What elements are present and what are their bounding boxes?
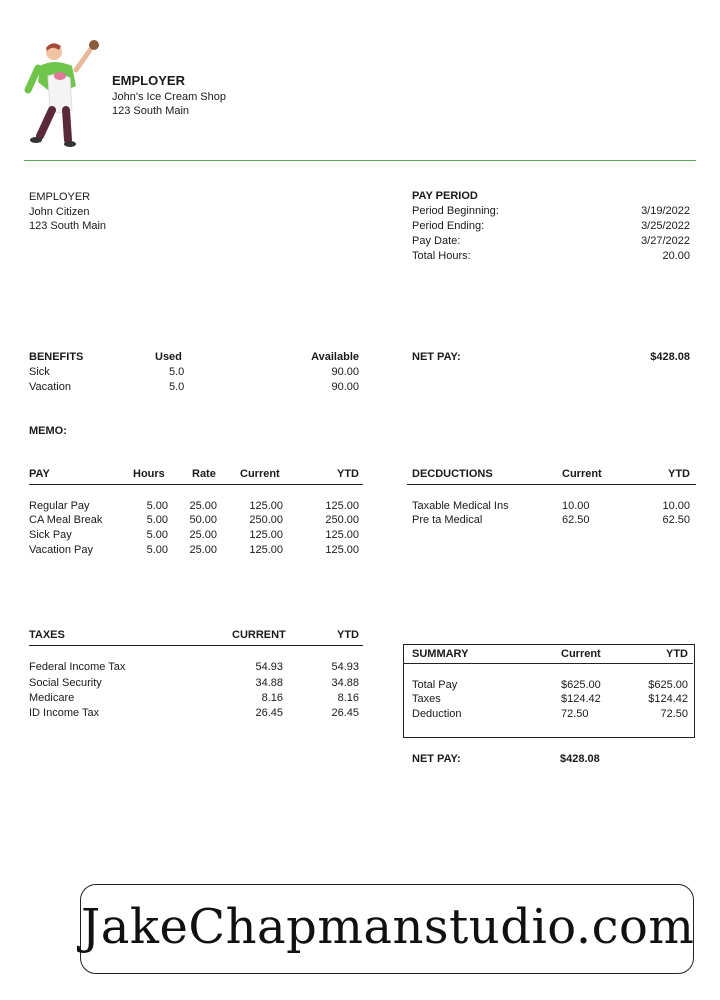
tax-current: 54.93 (255, 661, 283, 673)
tax-current: 34.88 (255, 677, 283, 689)
pay-row (29, 514, 363, 529)
deductions-col-ytd: YTD (668, 468, 690, 480)
tax-name: Federal Income Tax (29, 661, 126, 673)
deduction-name: Taxable Medical Ins (412, 500, 509, 512)
pay-item-hours: 5.00 (146, 529, 168, 541)
benefits-table (29, 351, 359, 399)
pay-item-hours: 5.00 (146, 514, 168, 526)
deduction-current: 62.50 (562, 514, 590, 526)
benefits-row (29, 366, 359, 381)
taxes-header (29, 629, 363, 644)
pay-item-hours: 5.00 (146, 500, 168, 512)
taxes-row (29, 661, 363, 676)
pay-period-value: 3/25/2022 (641, 220, 690, 232)
taxes-table (29, 629, 363, 723)
pay-item-ytd: 125.00 (325, 544, 359, 556)
pay-period-row (412, 205, 690, 220)
benefit-used: 5.0 (169, 366, 185, 378)
deduction-ytd: 62.50 (662, 514, 690, 526)
watermark-text: JakeChapmanstudio.com (81, 899, 695, 955)
pay-period-title: PAY PERIOD (412, 190, 478, 202)
summary-item-current: $124.42 (561, 693, 601, 705)
pay-period-value: 20.00 (662, 250, 690, 262)
pay-item-rate: 25.00 (189, 544, 217, 556)
summary-header (404, 648, 694, 663)
pay-item-rate: 25.00 (189, 529, 217, 541)
pay-period-value: 3/19/2022 (641, 205, 690, 217)
pay-col-rate: Rate (192, 468, 216, 480)
watermark-box (80, 884, 694, 974)
pay-item-name: Regular Pay (29, 500, 90, 512)
benefits-row (29, 381, 359, 396)
deductions-table (407, 468, 696, 532)
benefits-col-used: Used (155, 351, 182, 363)
deduction-current: 10.00 (562, 500, 590, 512)
summary-item-current: $625.00 (561, 679, 601, 691)
pay-col-hours: Hours (133, 468, 165, 480)
pay-period-table (412, 205, 690, 265)
pay-period-label: Total Hours: (412, 250, 471, 262)
pay-row (29, 529, 363, 544)
summary-item-name: Deduction (412, 708, 462, 720)
company-name: John's Ice Cream Shop (112, 91, 226, 103)
deductions-row (407, 500, 696, 515)
employee-label: EMPLOYER (29, 191, 91, 203)
deduction-name: Pre ta Medical (412, 514, 483, 526)
pay-col-ytd: YTD (337, 468, 359, 480)
benefits-title: BENEFITS (29, 351, 84, 363)
net-pay-bottom-value: $428.08 (560, 753, 600, 765)
memo-label: MEMO: (29, 425, 67, 437)
pay-item-current: 125.00 (249, 544, 283, 556)
summary-row (404, 708, 694, 723)
summary-item-name: Taxes (412, 693, 441, 705)
taxes-row (29, 677, 363, 692)
pay-header (29, 468, 363, 483)
pay-item-name: Vacation Pay (29, 544, 94, 556)
taxes-col-current: CURRENT (232, 629, 286, 641)
benefit-name: Sick (29, 366, 50, 378)
summary-col-name: SUMMARY (412, 648, 469, 660)
summary-col-ytd: YTD (666, 648, 688, 660)
pay-period-row (412, 235, 690, 250)
summary-item-current: 72.50 (561, 708, 589, 720)
taxes-row (29, 707, 363, 722)
tax-name: Medicare (29, 692, 75, 704)
pay-period-label: Pay Date: (412, 235, 461, 247)
pay-item-hours: 5.00 (146, 544, 168, 556)
taxes-row (29, 692, 363, 707)
tax-name: ID Income Tax (29, 707, 100, 719)
tax-name: Social Security (29, 677, 102, 689)
summary-item-name: Total Pay (412, 679, 458, 691)
employee-block (29, 190, 106, 234)
employee-name: John Citizen (29, 205, 90, 218)
tax-current: 8.16 (261, 692, 283, 704)
net-pay-value: $428.08 (650, 351, 690, 363)
net-pay-bottom-label: NET PAY: (412, 753, 461, 765)
employee-address: 123 South Main (29, 220, 107, 233)
deductions-header-rule (407, 484, 696, 485)
summary-item-ytd: $625.00 (648, 679, 688, 691)
header-divider (24, 160, 696, 161)
summary-item-ytd: $124.42 (648, 693, 688, 705)
benefit-name: Vacation (29, 381, 71, 393)
pay-period-label: Period Beginning: (412, 205, 499, 217)
company-address: 123 South Main (112, 105, 190, 117)
tax-current: 26.45 (255, 707, 283, 719)
pay-item-rate: 50.00 (189, 514, 217, 526)
summary-header-rule (404, 663, 693, 664)
tax-ytd: 34.88 (331, 677, 359, 689)
pay-col-current: Current (240, 468, 280, 480)
net-pay-label: NET PAY: (412, 351, 461, 363)
tax-ytd: 54.93 (331, 661, 359, 673)
benefits-col-available: Available (311, 351, 359, 363)
ice-cream-vendor-icon (24, 38, 104, 148)
summary-row (404, 693, 694, 708)
deductions-header (407, 468, 696, 483)
pay-item-name: CA Meal Break (29, 514, 103, 526)
benefit-available: 90.00 (331, 366, 359, 378)
pay-item-current: 250.00 (249, 514, 283, 526)
taxes-header-rule (29, 645, 363, 646)
pay-period-value: 3/27/2022 (641, 235, 690, 247)
tax-ytd: 26.45 (331, 707, 359, 719)
benefit-available: 90.00 (331, 381, 359, 393)
pay-item-ytd: 125.00 (325, 529, 359, 541)
summary-item-ytd: 72.50 (660, 708, 688, 720)
pay-row (29, 500, 363, 515)
pay-row (29, 544, 363, 559)
taxes-col-name: TAXES (29, 629, 65, 641)
pay-item-ytd: 250.00 (325, 514, 359, 526)
deduction-ytd: 10.00 (662, 500, 690, 512)
summary-row (404, 679, 694, 694)
benefit-used: 5.0 (169, 381, 185, 393)
deductions-col-name: DECDUCTIONS (412, 468, 493, 480)
taxes-col-ytd: YTD (337, 629, 359, 641)
deductions-row (407, 514, 696, 529)
pay-period-row (412, 220, 690, 235)
deductions-col-current: Current (562, 468, 602, 480)
pay-period-label: Period Ending: (412, 220, 485, 232)
benefits-header (29, 351, 359, 366)
tax-ytd: 8.16 (337, 692, 359, 704)
pay-item-rate: 25.00 (189, 500, 217, 512)
summary-box (403, 644, 695, 738)
header-label: EMPLOYER (112, 73, 185, 88)
pay-item-current: 125.00 (249, 500, 283, 512)
pay-header-rule (29, 484, 363, 485)
pay-col-name: PAY (29, 468, 50, 480)
pay-table (29, 468, 363, 560)
summary-col-current: Current (561, 648, 601, 660)
pay-period-row (412, 250, 690, 265)
pay-item-current: 125.00 (249, 529, 283, 541)
pay-item-ytd: 125.00 (325, 500, 359, 512)
pay-item-name: Sick Pay (29, 529, 72, 541)
